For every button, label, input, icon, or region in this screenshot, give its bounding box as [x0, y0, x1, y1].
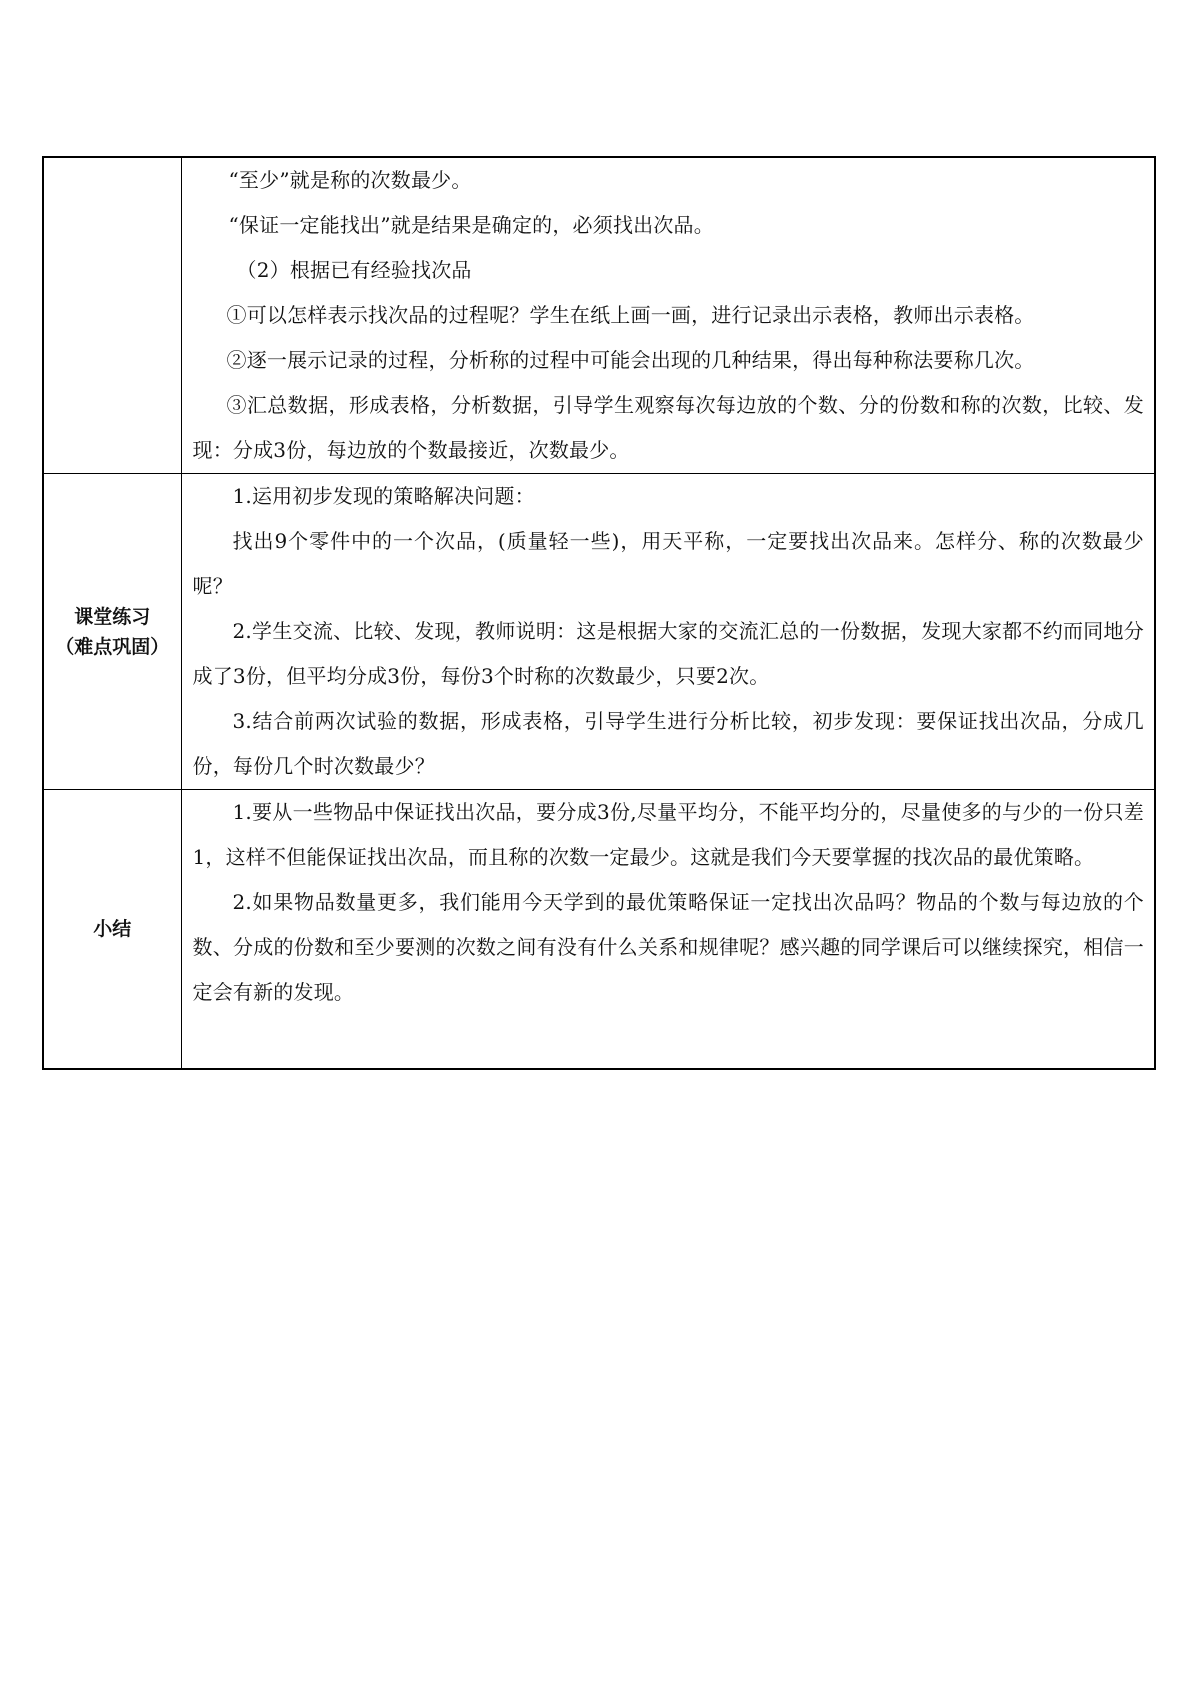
row-content-cell [181, 474, 1155, 790]
row-content-cell [181, 157, 1155, 474]
row-label: 课堂练习 [74, 605, 151, 628]
row-label-cell [43, 157, 181, 474]
row-label: 小结 [93, 918, 132, 940]
table-row [43, 790, 1155, 1070]
paragraph: 找出9个零件中的一个次品，(质量轻一些)，用天平称，一定要找出次品来。怎样分、称的次数最少呢？ [192, 529, 1144, 598]
paragraph: “至少”就是称的次数最少。 [228, 168, 472, 192]
paragraph: 3.结合前两次试验的数据，形成表格，引导学生进行分析比较，初步发现：要保证找出次品，分成几份，每份几个时次数最少？ [192, 709, 1144, 778]
paragraph: 1.要从一些物品中保证找出次品，要分成3份,尽量平均分，不能平均分的，尽量使多的与少的一份只差1，这样不但能保证找出次品，而且称的次数一定最少。这就是我们今天要掌握的找次品的最优策略。 [192, 800, 1144, 869]
table-row [43, 157, 1155, 474]
paragraph: 2.学生交流、比较、发现，教师说明：这是根据大家的交流汇总的一份数据，发现大家都不约而同地分成了3份，但平均分成3份，每份3个时称的次数最少，只要2次。 [192, 619, 1144, 688]
paragraph: ①可以怎样表示找次品的过程呢？学生在纸上画一画，进行记录出示表格，教师出示表格。 [226, 303, 1035, 327]
row-label-sub: （难点巩固） [55, 635, 170, 658]
row-label-cell [43, 790, 181, 1070]
paragraph: ②逐一展示记录的过程，分析称的过程中可能会出现的几种结果，得出每种称法要称几次。 [226, 348, 1035, 372]
paragraph: 2.如果物品数量更多，我们能用今天学到的最优策略保证一定找出次品吗？物品的个数与每边放的个数、分成的份数和至少要测的次数之间有没有什么关系和规律呢？感兴趣的同学课后可以继续探究，相信一定会有新的发现。 [192, 890, 1144, 1004]
lesson-plan-table [42, 156, 1156, 1070]
table-row [43, 474, 1155, 790]
paragraph: ③汇总数据，形成表格，分析数据，引导学生观察每次每边放的个数、分的份数和称的次数，比较、发现：分成3份，每边放的个数最接近，次数最少。 [192, 393, 1144, 462]
row-content-cell [181, 790, 1155, 1070]
row-label-cell [43, 474, 181, 790]
paragraph: （2）根据已有经验找次品 [236, 258, 472, 282]
paragraph: “保证一定能找出”就是结果是确定的，必须找出次品。 [228, 213, 714, 237]
paragraph: 1.运用初步发现的策略解决问题： [232, 484, 535, 508]
